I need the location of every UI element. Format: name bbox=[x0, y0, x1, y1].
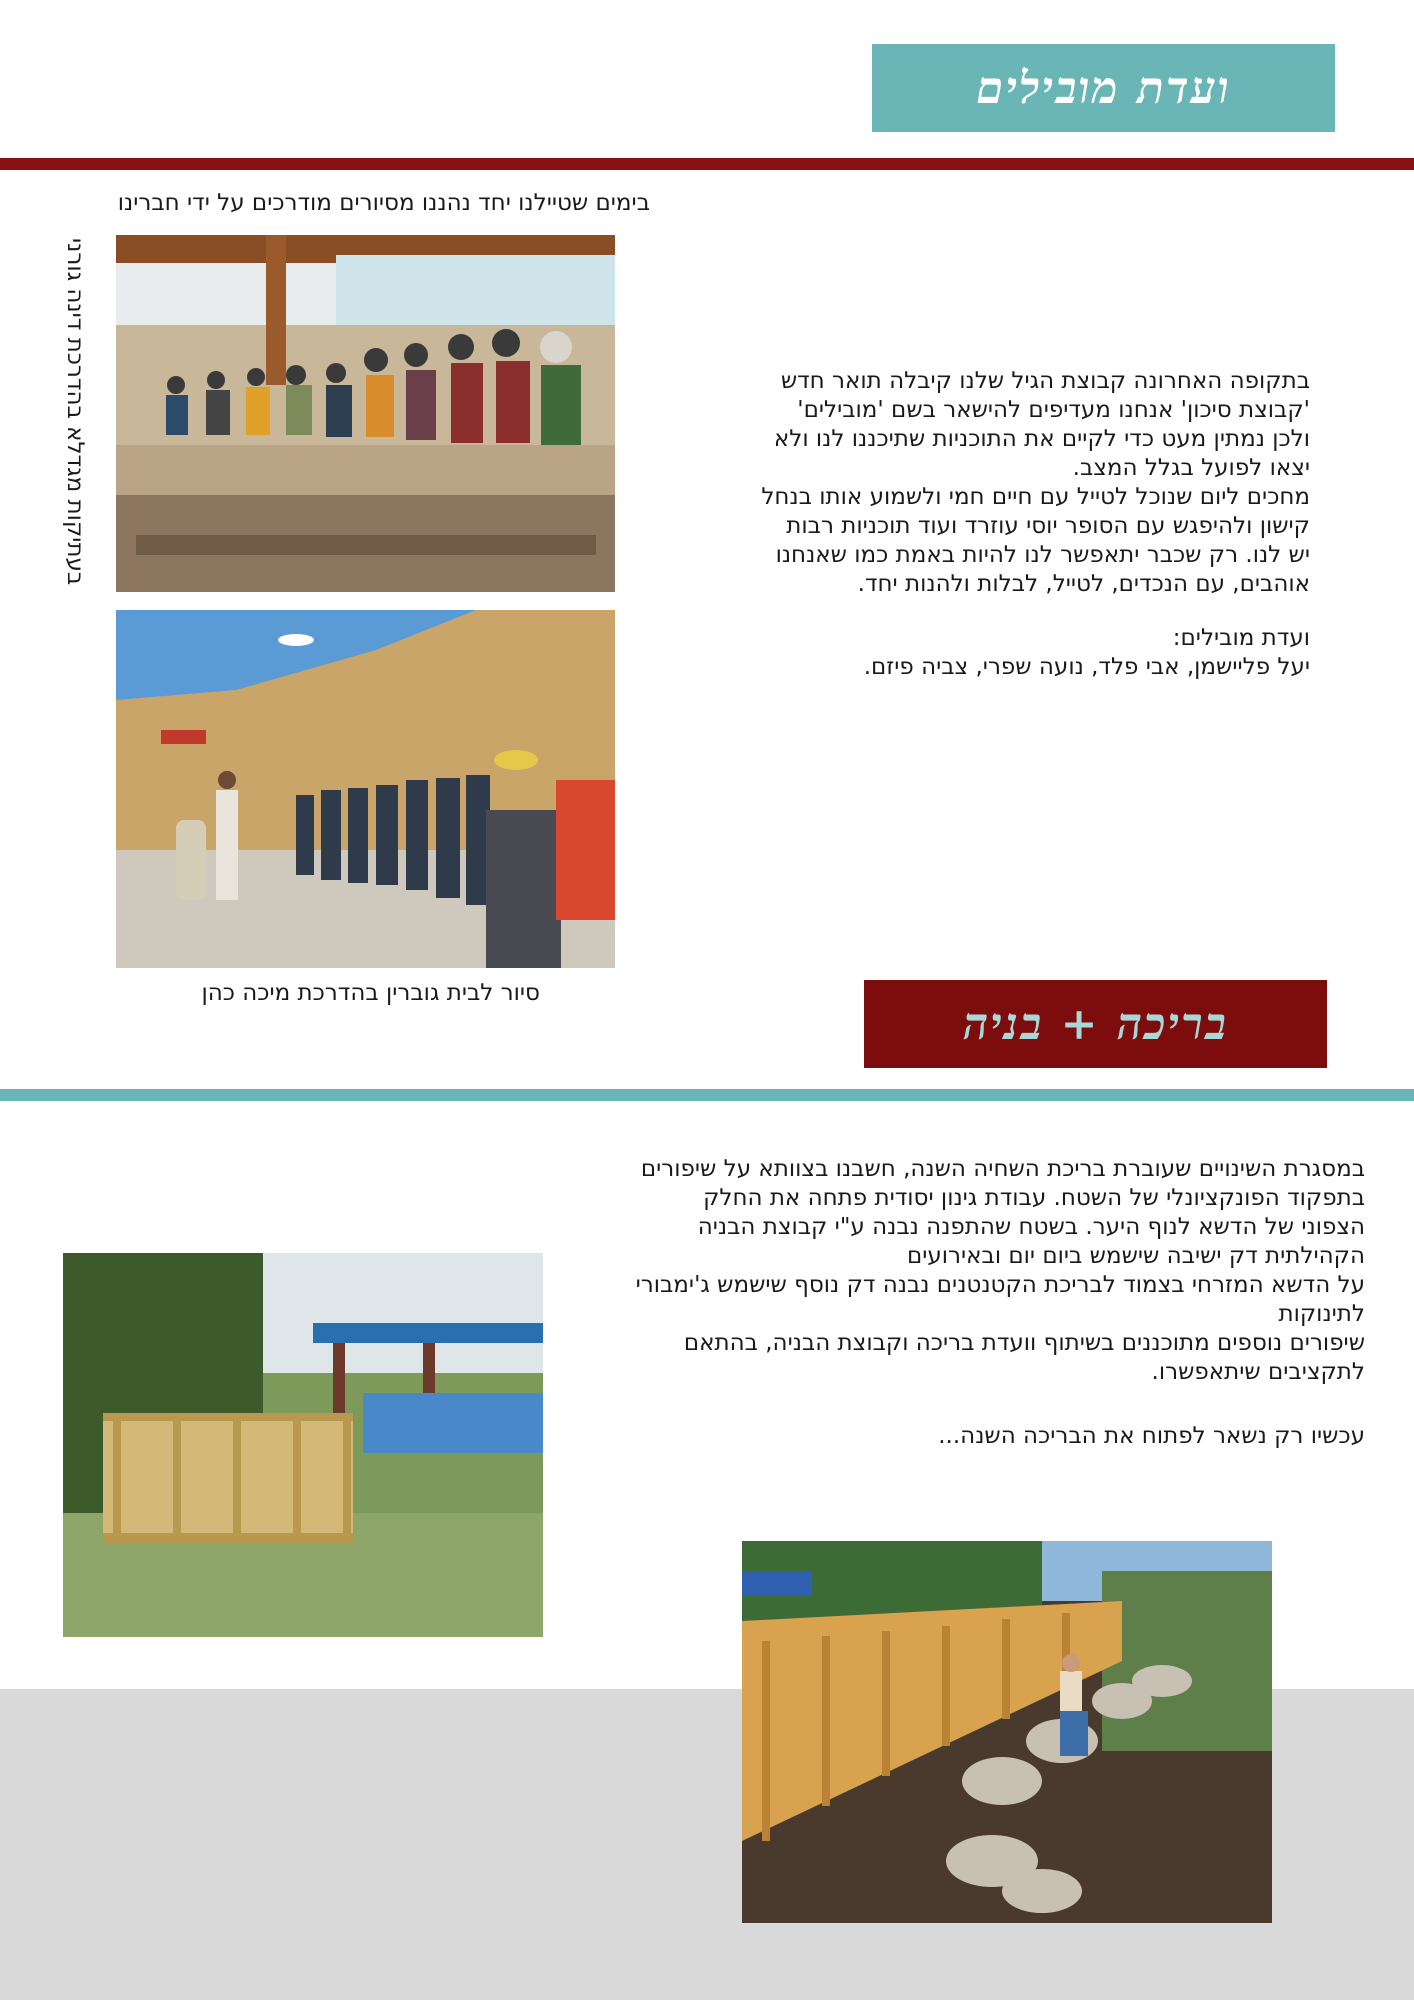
pool-title-banner bbox=[864, 980, 1327, 1068]
committee-label: ועדת מובילים: bbox=[1172, 625, 1310, 651]
pool-closing: עכשיו רק נשאר לפתוח את הבריכה השנה... bbox=[938, 1423, 1365, 1449]
deck-builder-photo bbox=[742, 1541, 1272, 1923]
pool-paragraph: במסגרת השינויים שעוברת בריכת השחיה השנה, חשבנו בצוותא על שיפורים בתפקוד הפונקציונלי של השטח. עבודת גינון יסודית פתחה את החלק הצפוני של הדשא לנוף היער. בשטח שהתפנה נבנה ע"י קבוצת הבניה הקהילתית דק ישיבה שישמש ביום יום ובאירועים על הדשא המזרחי בצמוד לבריכת הקטנטנים נבנה דק נוסף שישמש ג'ימבורי לתינוקות שיפורים נוספים מתוכננים בשיתוף וועדת בריכה וקבוצת הבניה, בהתאם לתקציבים שיתאפשרו. bbox=[635, 1156, 1365, 1385]
magdala-caption: בעתיקות מגדלא בהדרכת דינה גורני bbox=[62, 238, 88, 586]
mobilim-paragraph: בתקופה האחרונה קבוצת הגיל שלנו קיבלה תואר חדש 'קבוצת סיכון' אנחנו מעדיפים להישאר בשם 'מובילים' ולכן נמתין מעט כדי לקיים את התוכניות שתיכננו לנו ולא יצאו לפועל בגלל המצב. מחכים ליום שנוכל לטייל עם חיים חמי ולשמוע אותו בנחל קישון ולהיפגש עם הסופר יוסי עוזרד ועוד תוכניות רבות יש לנו. רק שכבר יתאפשר לנו להיות באמת כמו שאנחנו אוהבים, עם הנכדים, לטייל, לבלות ולהנות יחד. bbox=[761, 368, 1310, 597]
beit-guvrin-tour-photo bbox=[116, 610, 615, 968]
top-divider bbox=[0, 158, 1414, 170]
mobilim-title: ועדת מובילים bbox=[976, 62, 1231, 114]
committee-members: יעל פליישמן, אבי פלד, נועה שפרי, צביה פיזם. bbox=[863, 654, 1310, 680]
middle-divider bbox=[0, 1089, 1414, 1101]
magdala-tour-photo bbox=[116, 235, 615, 592]
seating-deck-photo bbox=[63, 1253, 543, 1637]
tours-caption: בימים שטיילנו יחד נהננו מסיורים מודרכים על ידי חברינו bbox=[117, 190, 650, 216]
pool-title: בריכה + בניה bbox=[962, 998, 1229, 1050]
beit-guvrin-caption: סיור לבית גוברין בהדרכת מיכה כהן bbox=[201, 980, 540, 1006]
mobilim-title-banner bbox=[872, 44, 1335, 132]
